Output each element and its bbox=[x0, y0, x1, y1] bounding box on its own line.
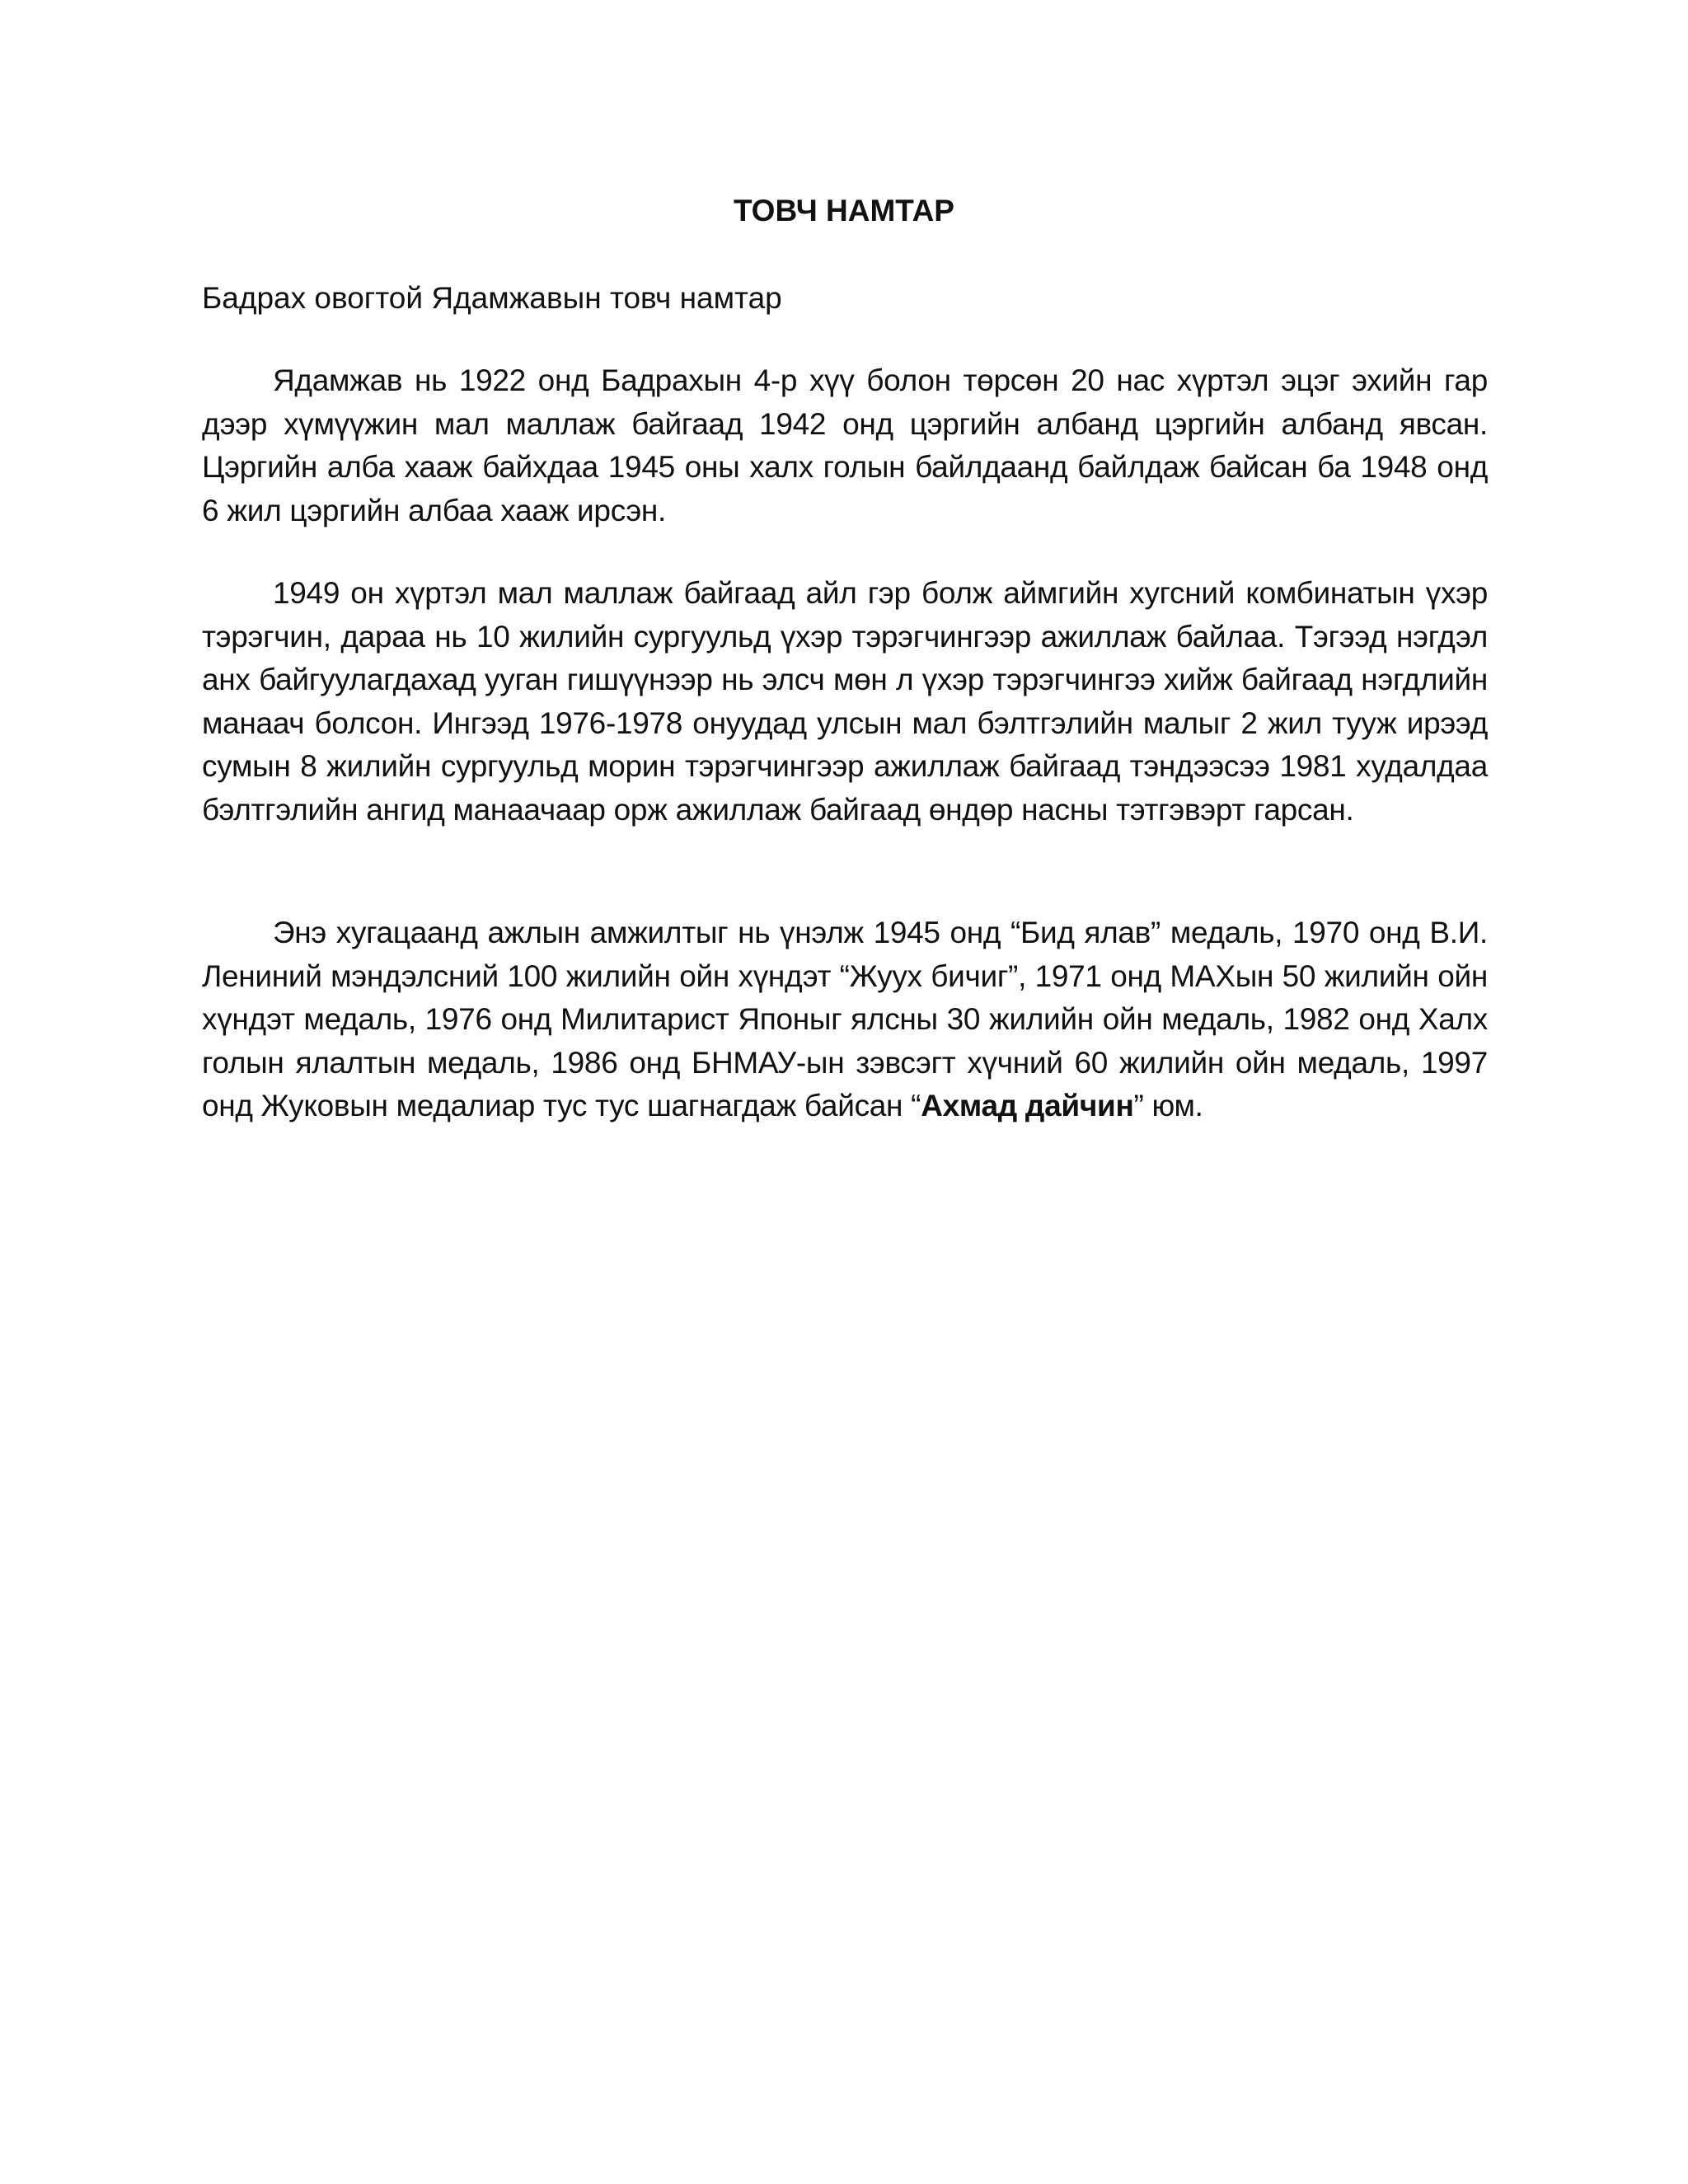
honorary-title-highlight: Ахмад дайчин bbox=[921, 1089, 1134, 1122]
paragraph-1: Ядамжав нь 1922 онд Бадрахын 4-р хүү болон төрсөн 20 нас хүртэл эцэг эхийн гар дээр хүмүүжин мал маллаж байгаад 1942 онд цэргийн албанд цэргийн албанд явсан. Цэргийн алба хааж байхдаа 1945 оны халх голын байлдаанд байлдаж байсан ба 1948 онд 6 жил цэргийн албаа хааж ирсэн. bbox=[202, 363, 1488, 527]
paragraph-2: 1949 он хүртэл мал маллаж байгаад айл гэр болж аймгийн хугсний комбинатын үхэр тэрэгчин, дараа нь 10 жилийн сургуульд үхэр тэрэгчингээр ажиллаж байлаа. Тэгээд нэгдэл анх байгуулагдахад ууган гишүүнээр нь элсч мөн л үхэр тэрэгчингээ хийж байгаад нэгдлийн манаач болсон. Ингээд 1976-1978 онуудад улсын мал бэлтгэлийн малыг 2 жил тууж ирээд сумын 8 жилийн сургуульд морин тэрэгчингээр ажиллаж байгаад тэндээсээ 1981 худалдаа бэлтгэлийн ангид манаачаар орж ажиллаж байгаад өндөр насны тэтгэвэрт гарсан. bbox=[202, 576, 1488, 827]
paragraph-3-ending: ” юм. bbox=[1133, 1089, 1203, 1122]
paragraph-3 bbox=[202, 912, 1488, 1128]
document-subtitle: Бадрах овогтой Ядамжавын товч намтар bbox=[202, 281, 782, 315]
document-title: ТОВЧ НАМТАР bbox=[734, 194, 954, 227]
paragraph-3-text: Энэ хугацаанд ажлын амжилтыг нь үнэлж 1945 онд “Бид ялав” медаль, 1970 онд В.И. Лениний мэндэлсний 100 жилийн ойн хүндэт “Жуух бичиг”, 1971 онд МАХын 50 жилийн ойн хүндэт медаль, 1976 онд Милитарист Японыг ялсны 30 жилийн ойн медаль, 1982 онд Халх голын ялалтын медаль, 1986 онд БНМАУ-ын зэвсэгт хүчний 60 жилийн ойн медаль, 1997 онд Жуковын медалиар тус тус шагнагдаж байсан “ bbox=[202, 916, 1488, 1122]
